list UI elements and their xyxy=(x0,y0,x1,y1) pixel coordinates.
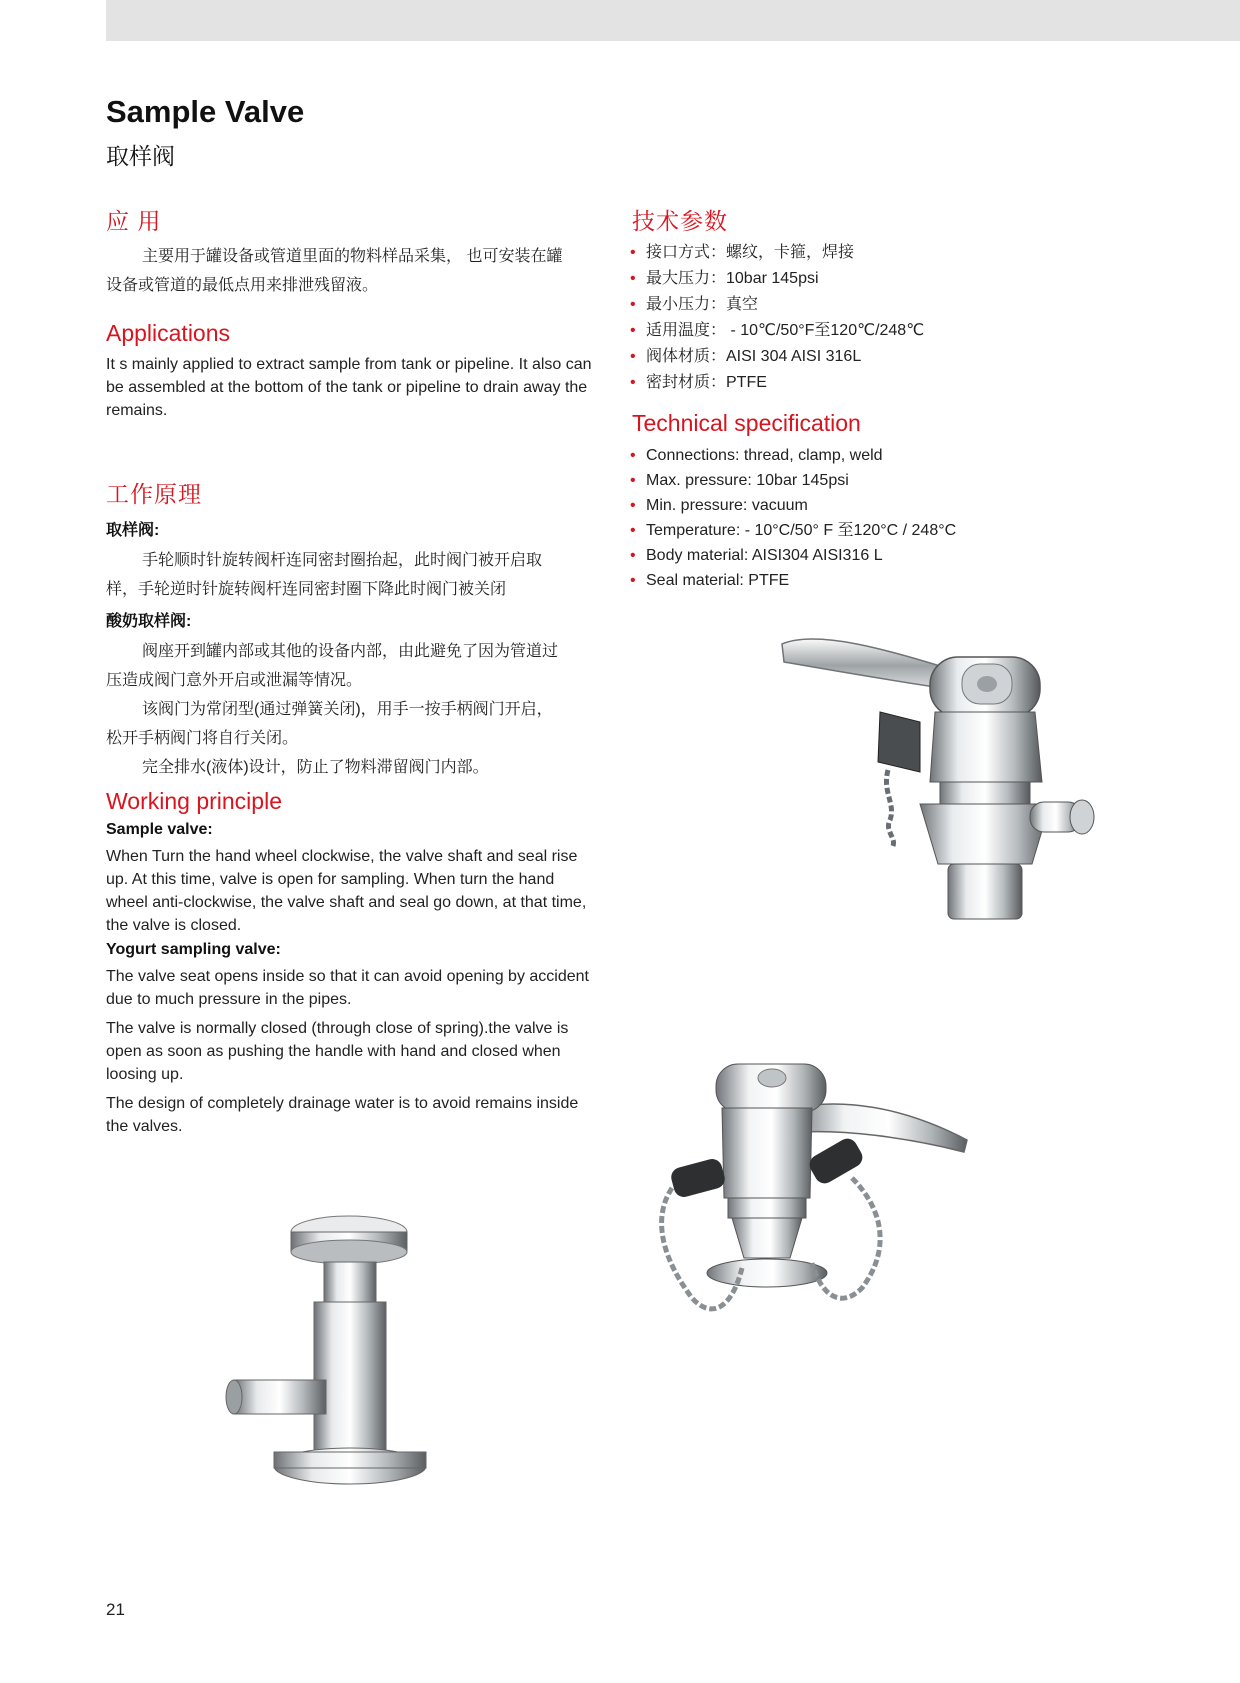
sample-valve-cn-title: 取样阀: xyxy=(106,522,160,539)
page-title: Sample Valve xyxy=(106,94,305,129)
yogurt-sampling-valve-image xyxy=(632,1058,972,1338)
list-item: • 接口方式：螺纹，卡箍，焊接 xyxy=(630,244,855,261)
tech-cn-heading: 技术参数 xyxy=(632,208,728,234)
yogurt-en-p1: The valve seat opens inside so that it can avoid opening by accident due to much pressure in the pipes. xyxy=(106,968,589,1008)
yogurt-valve-cn-title: 酸奶取样阀: xyxy=(106,613,192,630)
yogurt-cn-p2-line1: 该阀门为常闭型(通过弹簧关闭)，用手一按手柄阀门开启， xyxy=(142,701,553,718)
list-item: • Connections: thread, clamp, weld xyxy=(630,447,883,464)
list-item: • Max. pressure: 10bar 145psi xyxy=(630,472,849,489)
list-item: • 阀体材质：AISI 304 AISI 316L xyxy=(630,348,862,365)
yogurt-cn-p1-line2: 压造成阀门意外开启或泄漏等情况。 xyxy=(106,672,363,689)
yogurt-cn-p2-line2: 松开手柄阀门将自行关闭。 xyxy=(106,730,299,747)
tech-en-list xyxy=(632,443,1192,593)
tech-spec-heading: Technical specification xyxy=(632,410,861,436)
application-cn-line2: 设备或管道的最低点用来排泄残留液。 xyxy=(106,277,379,294)
handle-sample-valve-image xyxy=(770,632,1110,952)
applications-heading: Applications xyxy=(106,320,231,346)
working-cn-heading: 工作原理 xyxy=(106,481,202,507)
working-principle-heading: Working principle xyxy=(106,788,282,814)
tech-cn-list xyxy=(632,240,1192,396)
left-column xyxy=(106,200,594,1138)
top-header-bar xyxy=(106,0,1240,41)
list-item: • 适用温度： - 10℃/50°F至120℃/248℃ xyxy=(630,322,925,339)
yogurt-en-p2: The valve is normally closed (through close of spring).the valve is open as soon as pushing the handle with hand and closed when loosing up. xyxy=(106,1020,569,1083)
sample-valve-en-text: When Turn the hand wheel clockwise, the valve shaft and seal rise up. At this time, valve is open for sampling. When turn the hand wheel anti-clockwise, the valve shaft and seal go down, at that time, the valve is closed. xyxy=(106,848,587,934)
sample-valve-cn-line2: 样，手轮逆时针旋转阀杆连同密封圈下降此时阀门被关闭 xyxy=(106,581,507,598)
applications-text: It s mainly applied to extract sample from tank or pipeline. It also can be assembled at the bottom of the tank or pipeline to drain away the remains. xyxy=(106,356,592,419)
yogurt-cn-p1-line1: 阀座开到罐内部或其他的设备内部，由此避免了因为管道过 xyxy=(142,643,559,660)
yogurt-en-p3: The design of completely drainage water is to avoid remains inside the valves. xyxy=(106,1095,579,1135)
page-title-cn: 取样阀 xyxy=(106,143,175,169)
sample-valve-en-title: Sample valve: xyxy=(106,821,213,838)
handwheel-sample-valve-image xyxy=(214,1210,434,1500)
right-column xyxy=(632,200,1192,593)
page-number: 21 xyxy=(106,1600,125,1619)
list-item: • Temperature: - 10°C/50° F 至120°C / 248°C xyxy=(630,522,957,539)
yogurt-cn-p3: 完全排水(液体)设计，防止了物料滞留阀门内部。 xyxy=(142,759,489,776)
list-item: • Seal material: PTFE xyxy=(630,572,790,589)
list-item: • Min. pressure: vacuum xyxy=(630,497,808,514)
sample-valve-cn-line1: 手轮顺时针旋转阀杆连同密封圈抬起，此时阀门被开启取 xyxy=(142,552,543,569)
list-item: • 密封材质：PTFE xyxy=(630,374,767,391)
application-cn-line1: 主要用于罐设备或管道里面的物料样品采集， 也可安装在罐 xyxy=(142,248,563,265)
yogurt-valve-en-title: Yogurt sampling valve: xyxy=(106,941,281,958)
list-item: • 最大压力：10bar 145psi xyxy=(630,270,819,287)
application-cn-heading: 应 用 xyxy=(106,208,162,234)
list-item: • Body material: AISI304 AISI316 L xyxy=(630,547,883,564)
list-item: • 最小压力：真空 xyxy=(630,296,759,313)
